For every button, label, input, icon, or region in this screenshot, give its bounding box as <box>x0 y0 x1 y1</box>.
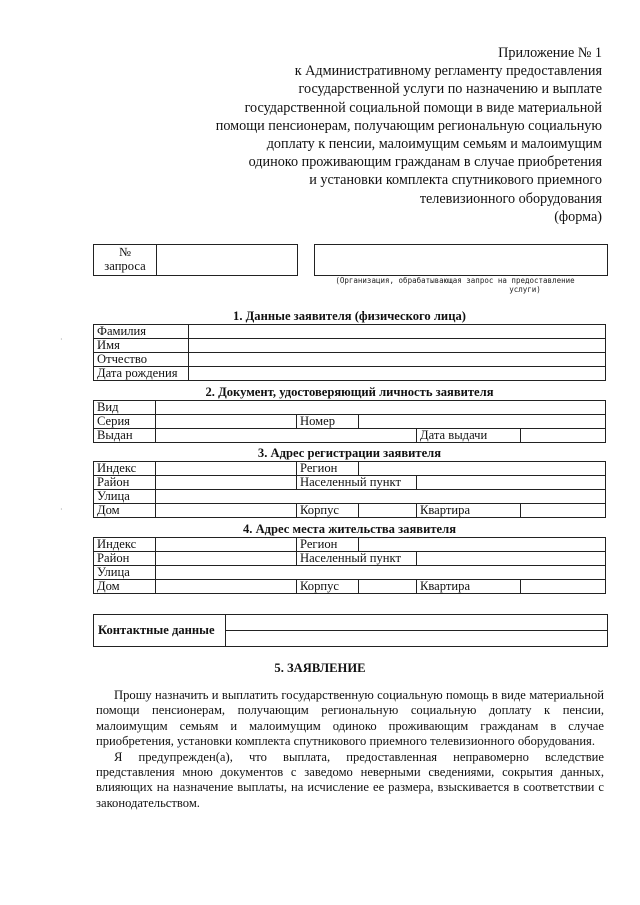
birthdate-label: Дата рождения <box>94 367 189 381</box>
res-region-field[interactable] <box>359 538 606 552</box>
contacts-box <box>93 614 608 647</box>
margin-mark: · <box>60 335 63 344</box>
reg-building-label: Корпус <box>297 504 359 518</box>
reg-apartment-label: Квартира <box>417 504 521 518</box>
section-3-title: 3. Адрес регистрации заявителя <box>257 446 442 460</box>
reg-house-label: Дом <box>94 504 156 518</box>
surname-field[interactable] <box>189 325 606 339</box>
table-row <box>94 353 606 367</box>
header-line: доплату к пенсии, малоимущим семьям и малоимущим <box>266 136 602 153</box>
identity-document-table <box>93 400 606 443</box>
organization-caption <box>300 276 610 294</box>
header-line: Приложение № 1 <box>498 45 602 61</box>
reg-region-field[interactable] <box>359 462 606 476</box>
table-row <box>94 462 606 476</box>
table-row <box>94 552 606 566</box>
table-row <box>94 566 606 580</box>
res-house-field[interactable] <box>156 580 297 594</box>
header-line: к Административному регламенту предоставления <box>294 63 602 80</box>
table-row <box>94 401 606 415</box>
doc-issued-field[interactable] <box>156 429 417 443</box>
surname-label: Фамилия <box>94 325 189 339</box>
res-district-field[interactable] <box>156 552 297 566</box>
header-line: государственной социальной помощи в виде материальной <box>244 99 602 116</box>
res-street-field[interactable] <box>156 566 606 580</box>
contacts-divider <box>226 630 607 631</box>
header-line: государственной услуги по назначению и выплате <box>298 81 602 98</box>
table-row <box>94 538 606 552</box>
statement-title: 5. ЗАЯВЛЕНИЕ <box>274 661 366 675</box>
res-apartment-label: Квартира <box>417 580 521 594</box>
res-district-label: Район <box>94 552 156 566</box>
doc-number-label: Номер <box>297 415 359 429</box>
patronymic-field[interactable] <box>189 353 606 367</box>
table-row <box>94 504 606 518</box>
doc-issued-label: Выдан <box>94 429 156 443</box>
doc-number-field[interactable] <box>359 415 606 429</box>
statement-paragraph-1: Прошу назначить и выплатить государственную социальную помощь в виде материальной помощи пенсионерам, получающим региональную социальную доплату к пенсии, малоимущим семьям и малоимущим одиноко проживающим гражданам в случае приобретения, установки комплекта спутникового приемного телевизионного оборудования. <box>96 688 604 749</box>
res-index-label: Индекс <box>94 538 156 552</box>
table-row <box>94 339 606 353</box>
appendix-header <box>216 44 602 226</box>
header-line: помощи пенсионерам, получающим региональную социальную <box>215 117 602 134</box>
request-number-box <box>93 244 298 276</box>
request-number-sign: № <box>118 245 132 259</box>
reg-house-field[interactable] <box>156 504 297 518</box>
organization-box[interactable] <box>314 244 608 276</box>
section-4-title: 4. Адрес места жительства заявителя <box>242 522 457 536</box>
reg-index-label: Индекс <box>94 462 156 476</box>
name-field[interactable] <box>189 339 606 353</box>
doc-issue-date-label: Дата выдачи <box>417 429 521 443</box>
doc-issue-date-field[interactable] <box>521 429 606 443</box>
res-building-label: Корпус <box>297 580 359 594</box>
header-line: (форма) <box>554 208 602 225</box>
request-number-word: запроса <box>104 259 146 273</box>
table-row <box>94 490 606 504</box>
reg-region-label: Регион <box>297 462 359 476</box>
doc-series-field[interactable] <box>156 415 297 429</box>
section-2-title: 2. Документ, удостоверяющий личность заявителя <box>205 385 494 399</box>
header-line: одиноко проживающим гражданам в случае приобретения <box>248 154 602 171</box>
name-label: Имя <box>94 339 189 353</box>
res-building-field[interactable] <box>359 580 417 594</box>
organization-caption-line: (Организация, обрабатывающая запрос на предоставление <box>335 276 575 285</box>
header-line: телевизионного оборудования <box>419 190 602 207</box>
doc-kind-label: Вид <box>94 401 156 415</box>
statement-body <box>96 688 604 811</box>
reg-settlement-label: Населенный пункт <box>297 476 417 490</box>
res-settlement-field[interactable] <box>417 552 606 566</box>
registration-address-table <box>93 461 606 518</box>
header-line: и установки комплекта спутникового приемного <box>309 172 602 189</box>
res-index-field[interactable] <box>156 538 297 552</box>
doc-series-label: Серия <box>94 415 156 429</box>
statement-paragraph-2: Я предупрежден(а), что выплата, предоставленная неправомерно вследствие представления мною документов с заведомо неверными сведениями, сокрытия данных, влияющих на назначение выплаты, на исчисление ее размера, взыскивается в соответствии с законодательством. <box>96 749 604 810</box>
res-house-label: Дом <box>94 580 156 594</box>
organization-caption-line: услуги) <box>509 285 541 294</box>
reg-street-label: Улица <box>94 490 156 504</box>
res-settlement-label: Населенный пункт <box>297 552 417 566</box>
table-row <box>94 325 606 339</box>
doc-kind-field[interactable] <box>156 401 606 415</box>
request-number-label <box>94 245 157 275</box>
reg-district-field[interactable] <box>156 476 297 490</box>
table-row <box>94 415 606 429</box>
res-apartment-field[interactable] <box>521 580 606 594</box>
reg-settlement-field[interactable] <box>417 476 606 490</box>
res-street-label: Улица <box>94 566 156 580</box>
reg-district-label: Район <box>94 476 156 490</box>
contacts-label: Контактные данные <box>94 615 226 646</box>
reg-index-field[interactable] <box>156 462 297 476</box>
table-row <box>94 476 606 490</box>
patronymic-label: Отчество <box>94 353 189 367</box>
residence-address-table <box>93 537 606 594</box>
section-1-title: 1. Данные заявителя (физического лица) <box>233 309 466 323</box>
margin-mark: · <box>60 505 63 514</box>
birthdate-field[interactable] <box>189 367 606 381</box>
table-row <box>94 580 606 594</box>
table-row <box>94 429 606 443</box>
reg-street-field[interactable] <box>156 490 606 504</box>
reg-apartment-field[interactable] <box>521 504 606 518</box>
table-row <box>94 367 606 381</box>
res-region-label: Регион <box>297 538 359 552</box>
applicant-table <box>93 324 606 381</box>
reg-building-field[interactable] <box>359 504 417 518</box>
